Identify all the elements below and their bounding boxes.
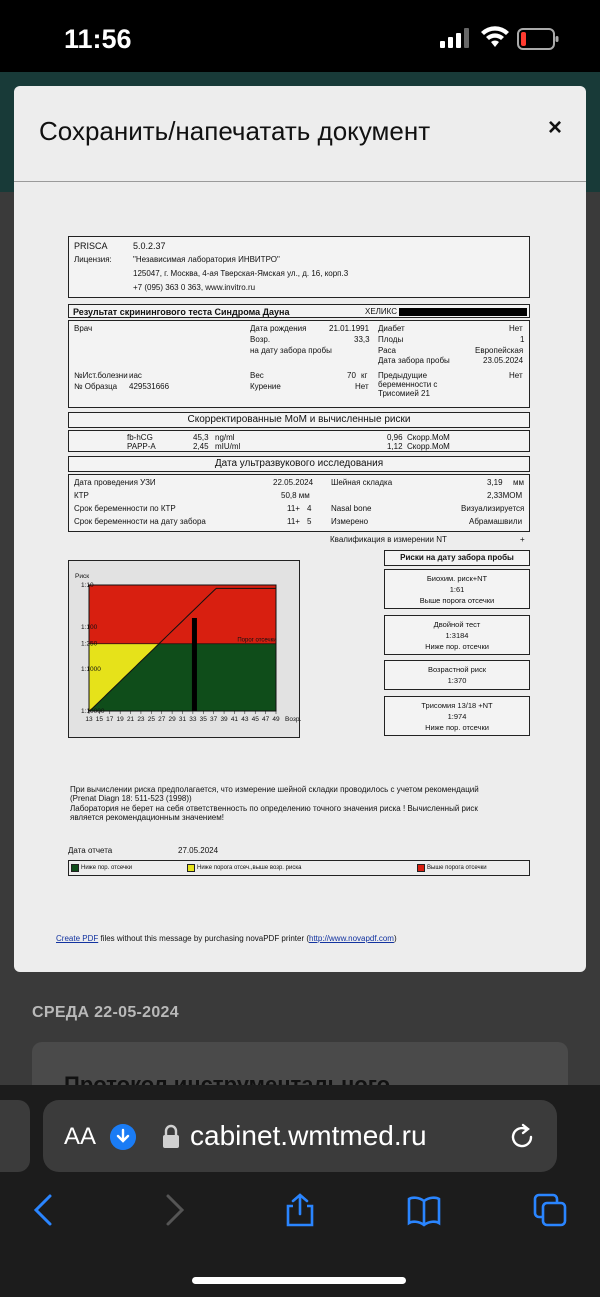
weight-unit: кг bbox=[361, 371, 368, 380]
chart-x-tick: 29 bbox=[168, 716, 176, 723]
chart-y-tick: 1:100 bbox=[81, 624, 98, 631]
note-line-1: При вычислении риска предполагается, что измерение шейной складки проводилось с учетом рекомендаций bbox=[70, 785, 479, 794]
chart-x-tick: 31 bbox=[178, 716, 187, 723]
mom-label: Скорр.МоМ bbox=[407, 433, 450, 442]
note-line-2: (Prenat Diagn 18: 511-523 (1998)) bbox=[70, 794, 192, 803]
result-title-bar bbox=[68, 304, 530, 318]
legend-high-swatch bbox=[417, 864, 425, 872]
mom-unit: ng/ml bbox=[215, 433, 235, 442]
us-table bbox=[68, 474, 530, 532]
doctor-label: Врач bbox=[74, 324, 93, 333]
status-bar bbox=[0, 0, 600, 72]
report-date-label: Дата отчета bbox=[68, 846, 113, 855]
risk-chart-frame bbox=[68, 560, 300, 738]
lab-name: "Независимая лаборатория ИНВИТРО" bbox=[133, 255, 280, 264]
print-modal bbox=[14, 86, 586, 972]
measured-label: Измерено bbox=[331, 517, 369, 526]
chart-x-tick: 21 bbox=[126, 716, 135, 723]
risk-name: Биохим. риск+NT bbox=[426, 574, 488, 583]
note-line-4: является рекомендационным значением! bbox=[70, 813, 224, 822]
sample-date-label: Дата забора пробы bbox=[378, 356, 450, 365]
url-text[interactable]: cabinet.wmtmed.ru bbox=[190, 1120, 427, 1151]
mom-table bbox=[68, 430, 530, 452]
chart-y-tick: 1:10 bbox=[81, 582, 94, 589]
status-time: 11:56 bbox=[64, 24, 132, 54]
legend-high bbox=[417, 864, 487, 872]
qual-label: Квалификация в измерении NT bbox=[330, 535, 447, 544]
mom-unit: mIU/ml bbox=[215, 442, 241, 451]
prev-value: Нет bbox=[509, 371, 523, 380]
chart-x-tick: 41 bbox=[230, 716, 239, 723]
smoking-label: Курение bbox=[250, 382, 281, 391]
risk-value: 1:61 bbox=[449, 585, 465, 594]
term-ktr-d: 4 bbox=[307, 504, 312, 513]
risk-name: Возрастной риск bbox=[427, 665, 487, 674]
ktr-label: КТР bbox=[74, 491, 89, 500]
chart-x-tick: 19 bbox=[116, 716, 124, 723]
mom-value: 2,45 bbox=[193, 442, 209, 451]
forward-icon[interactable] bbox=[156, 1192, 192, 1228]
dob-label: Дата рождения bbox=[250, 324, 307, 333]
patient-info bbox=[68, 320, 530, 408]
chart-y-tick: 1:250 bbox=[81, 640, 98, 648]
term-ktr-label: Срок беременности по КТР bbox=[74, 504, 176, 513]
nt-value: 3,19 bbox=[487, 478, 503, 487]
pdf-text: files without this message by purchasing novaPDF printer ( bbox=[98, 934, 309, 943]
chart-x-tick: 35 bbox=[199, 716, 207, 723]
note-line-3: Лаборатория не берет на себя ответственность по определению точного значения риска ! Вычисленный риск bbox=[70, 804, 478, 813]
create-pdf-link[interactable]: Create PDF bbox=[56, 934, 99, 943]
bg-date-heading: СРЕДА 22-05-2024 bbox=[32, 1004, 179, 1021]
legend-mid-label: Ниже порога отсеч.,выше возр. риска bbox=[197, 865, 302, 871]
reload-icon[interactable] bbox=[507, 1122, 537, 1152]
risk-card bbox=[384, 660, 530, 690]
us-date-label: Дата проведения УЗИ bbox=[74, 478, 156, 487]
chart-x-tick: 49 bbox=[272, 716, 280, 723]
prisca-label: PRISCA bbox=[74, 241, 108, 251]
license-label: Лицензия: bbox=[74, 255, 112, 264]
legend-mid-swatch bbox=[187, 864, 195, 872]
risk-note: Ниже пор. отсечки bbox=[425, 642, 489, 651]
prev-label-2: беременности с bbox=[378, 380, 438, 389]
battery-icon bbox=[517, 28, 559, 50]
chart-y-label: Риск bbox=[75, 573, 90, 580]
mom-mom: 1,12 bbox=[387, 442, 403, 451]
risk-name: Двойной тест bbox=[433, 620, 481, 629]
risk-value: 1:3184 bbox=[445, 631, 469, 640]
nt-label: Шейная складка bbox=[331, 478, 393, 487]
chart-x-label: Возр. bbox=[285, 716, 301, 723]
ktr-value: 50,8 мм bbox=[281, 491, 310, 500]
risk-card bbox=[384, 696, 530, 736]
mom-label: Скорр.МоМ bbox=[407, 442, 450, 451]
history-value: иас bbox=[129, 371, 142, 380]
chart-x-tick: 39 bbox=[220, 716, 228, 723]
legend-low-label: Ниже пор. отсечки bbox=[81, 865, 133, 871]
smoking-value: Нет bbox=[355, 382, 369, 391]
result-title: Результат скринингового теста Синдрома Дауна bbox=[73, 307, 290, 317]
mom-value: 45,3 bbox=[193, 433, 209, 442]
legend-low-swatch bbox=[71, 864, 79, 872]
term-sample-label: Срок беременности на дату забора bbox=[74, 517, 206, 526]
legend-mid bbox=[187, 864, 301, 872]
mom-name: fb-hCG bbox=[127, 433, 153, 442]
mom-mom: 0,96 bbox=[387, 433, 403, 442]
chart-x-tick: 17 bbox=[106, 716, 114, 723]
term-sample-w: 11+ bbox=[287, 517, 300, 526]
fetus-label: Плоды bbox=[378, 335, 404, 344]
term-sample-d: 5 bbox=[307, 517, 312, 526]
risk-name: Трисомия 13/18 +NT bbox=[421, 701, 493, 710]
measured-value: Абрамашвили bbox=[469, 517, 523, 526]
chart-x-tick: 43 bbox=[241, 716, 249, 723]
risk-note: Ниже пор. отсечки bbox=[425, 723, 489, 732]
wifi-icon bbox=[481, 26, 509, 48]
report-date-value: 27.05.2024 bbox=[178, 846, 219, 855]
risk-note: Выше порога отсечки bbox=[419, 596, 495, 605]
helix-label: ХЕЛИКС bbox=[365, 307, 398, 316]
chart-x-tick: 47 bbox=[261, 716, 270, 723]
novapdf-footer bbox=[56, 934, 397, 943]
chart-high-region bbox=[89, 585, 276, 644]
risk-value: 1:370 bbox=[447, 676, 467, 685]
chart-x-tick: 33 bbox=[189, 716, 197, 723]
lab-phone: +7 (095) 363 0 363, www.invitro.ru bbox=[133, 283, 256, 292]
close-button[interactable]: × bbox=[547, 114, 562, 141]
chart-x-tick: 27 bbox=[158, 716, 166, 723]
us-date-value: 22.05.2024 bbox=[273, 478, 314, 487]
weight-value: 70 bbox=[347, 371, 356, 380]
mom-section-title: Скорректированные МоМ и вычисленные риски bbox=[68, 412, 530, 428]
mom-name: PAPP-A bbox=[127, 442, 156, 451]
race-label: Раса bbox=[378, 346, 396, 355]
chart-patient-bar bbox=[192, 618, 197, 711]
risk-card bbox=[384, 615, 530, 655]
term-ktr-w: 11+ bbox=[287, 504, 300, 513]
share-icon[interactable] bbox=[282, 1192, 318, 1228]
download-icon[interactable] bbox=[110, 1124, 136, 1150]
qual-value: + bbox=[520, 535, 525, 544]
lock-icon bbox=[161, 1124, 181, 1150]
sample-value: 429531666 bbox=[129, 382, 170, 391]
modal-title: Сохранить/напечатать документ bbox=[39, 116, 431, 146]
nt-unit: мм bbox=[513, 478, 524, 487]
risk-value: 1:974 bbox=[447, 712, 467, 721]
chart-x-tick: 45 bbox=[251, 716, 259, 723]
bookmarks-icon[interactable] bbox=[406, 1192, 442, 1228]
us-section-title: Дата ультразвукового исследования bbox=[68, 456, 530, 472]
chart-x-tick: 37 bbox=[210, 716, 218, 723]
sample-date-value: 23.05.2024 bbox=[483, 356, 524, 365]
age-sub: на дату забора пробы bbox=[250, 346, 332, 355]
nasal-value: Визуализируется bbox=[461, 504, 525, 513]
dob-value: 21.01.1991 bbox=[329, 324, 370, 333]
prev-label-3: Трисомией 21 bbox=[378, 389, 430, 398]
diabetes-label: Диабет bbox=[378, 324, 405, 333]
chart-x-tick: 13 bbox=[85, 716, 93, 723]
previous-tab-preview[interactable] bbox=[0, 1100, 30, 1172]
nasal-label: Nasal bone bbox=[331, 504, 372, 513]
sample-label: № Образца bbox=[74, 382, 118, 391]
color-legend bbox=[68, 860, 530, 876]
risk-card bbox=[384, 569, 530, 609]
age-label: Возр. bbox=[250, 335, 271, 344]
nt-mom: 2,33МОМ bbox=[487, 491, 523, 500]
diabetes-value: Нет bbox=[509, 324, 523, 333]
tabs-icon[interactable] bbox=[532, 1192, 568, 1228]
history-label: №Ист.болезни bbox=[74, 371, 128, 380]
race-value: Европейская bbox=[475, 346, 524, 355]
lab-address: 125047, г. Москва, 4-ая Тверская-Ямская ул., д. 16, корп.3 bbox=[133, 269, 349, 278]
chart-x-tick: 25 bbox=[147, 716, 155, 723]
legend-high-label: Выше порога отсечки bbox=[427, 865, 487, 871]
chart-y-tick: 1:1000 bbox=[81, 666, 101, 673]
chart-y-tick: 1:10000 bbox=[81, 708, 105, 715]
redacted-name bbox=[399, 308, 527, 316]
cellular-signal-icon bbox=[440, 28, 470, 48]
novapdf-url-link[interactable]: http://www.novapdf.com bbox=[309, 934, 394, 943]
chart-x-tick: 23 bbox=[137, 716, 145, 723]
legend-low bbox=[71, 864, 132, 872]
age-value: 33,3 bbox=[354, 335, 370, 344]
home-indicator bbox=[192, 1277, 406, 1284]
chart-x-tick: 15 bbox=[95, 716, 104, 723]
reader-aa-button[interactable]: AA bbox=[64, 1123, 97, 1150]
risks-title: Риски на дату забора пробы bbox=[384, 550, 530, 566]
back-icon[interactable] bbox=[26, 1192, 62, 1228]
fetus-value: 1 bbox=[520, 335, 525, 344]
pdf-close: ) bbox=[393, 934, 397, 943]
modal-divider bbox=[14, 181, 586, 182]
weight-label: Вес bbox=[250, 371, 264, 380]
chart-cutoff-label: Порог отсечки bbox=[237, 637, 277, 644]
prev-label-1: Предыдущие bbox=[378, 371, 428, 380]
prisca-version: 5.0.2.37 bbox=[133, 241, 166, 251]
lab-header bbox=[68, 236, 530, 298]
risk-chart bbox=[69, 561, 301, 739]
